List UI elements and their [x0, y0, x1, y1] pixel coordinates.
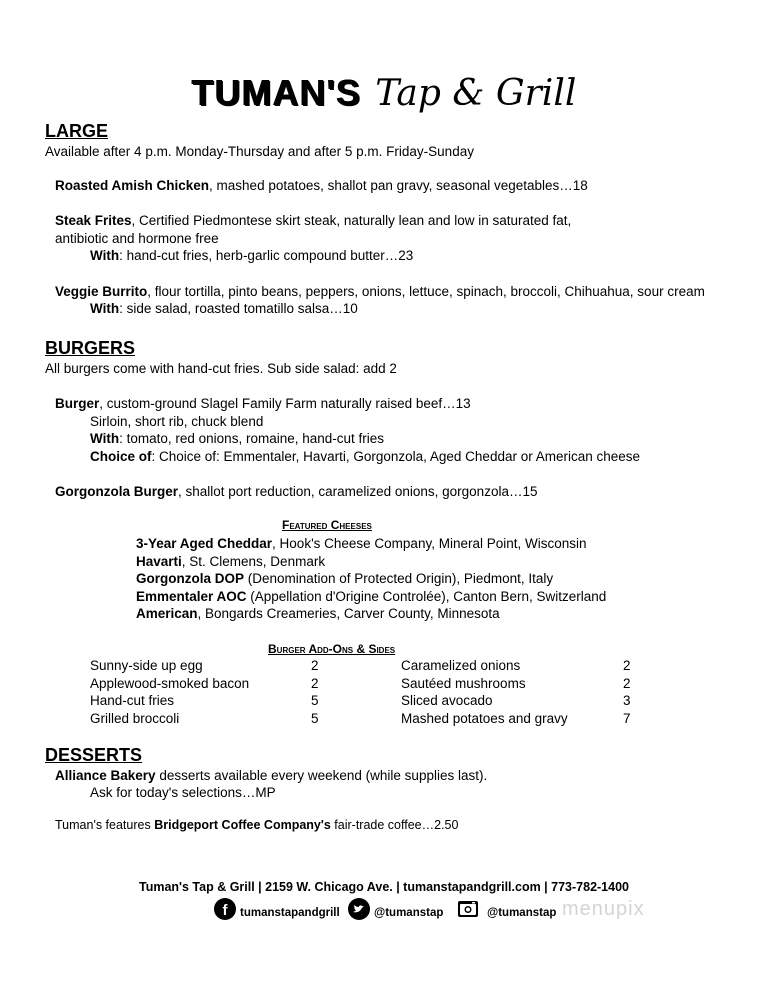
item-desc: , custom-ground Slagel Family Farm naturally raised beef…13 [99, 396, 471, 411]
twitter-icon[interactable] [348, 898, 370, 920]
cheese-desc: , St. Clemens, Denmark [181, 554, 326, 569]
steak-desc-line2: antibiotic and hormone free [55, 231, 219, 246]
coffee-brand: Bridgeport Coffee Company's [154, 818, 331, 832]
burger-blend: Sirloin, short rib, chuck blend [90, 414, 264, 429]
with-label: With [90, 248, 120, 263]
item-name: Gorgonzola Burger [55, 484, 179, 499]
menu-item-roasted-chicken [55, 177, 588, 195]
choice-text: : Choice of: Emmentaler, Havarti, Gorgonzola, Aged Cheddar or American cheese [151, 449, 641, 464]
addon-name: Grilled broccoli [90, 711, 180, 726]
bakery-name: Alliance Bakery [55, 768, 156, 783]
coffee-post: fair-trade coffee…2.50 [330, 818, 459, 832]
addon-price: 2 [311, 658, 319, 673]
steak-with [90, 247, 413, 265]
item-name: Roasted Amish Chicken [55, 178, 210, 193]
cheese-item [136, 605, 500, 623]
dessert-ask: Ask for today's selections…MP [90, 785, 276, 800]
cheese-name: Gorgonzola DOP [136, 571, 244, 586]
with-label: With [90, 431, 120, 446]
burrito-with [90, 300, 358, 318]
item-name: Burger [55, 396, 100, 411]
addon-price: 5 [311, 711, 319, 726]
with-text: : side salad, roasted tomatillo salsa…10 [119, 301, 358, 316]
watermark: menupix [562, 898, 645, 920]
cheese-name: Emmentaler AOC [136, 589, 247, 604]
burger-choice [90, 448, 640, 466]
addon-name: Hand-cut fries [90, 693, 175, 708]
dessert-bakery [55, 767, 487, 785]
with-text: : hand-cut fries, herb-garlic compound butter…23 [119, 248, 414, 263]
addons-heading: Burger Add-Ons & Sides [268, 642, 396, 656]
cheese-desc: (Denomination of Protected Origin), Piedmont, Italy [244, 571, 554, 586]
svg-text:f: f [222, 902, 228, 919]
facebook-icon[interactable] [214, 898, 236, 920]
bakery-desc: desserts available every weekend (while supplies last). [155, 768, 488, 783]
addon-name: Caramelized onions [401, 658, 521, 673]
item-desc: , mashed potatoes, shallot pan gravy, seasonal vegetables…18 [209, 178, 588, 193]
cheese-desc: (Appellation d'Origine Controlée), Canton Bern, Switzerland [246, 589, 607, 604]
choice-label: Choice of [90, 449, 152, 464]
item-name: Steak Frites [55, 213, 132, 228]
item-desc: , shallot port reduction, caramelized onions, gorgonzola…15 [178, 484, 538, 499]
menu-item-steak-frites [55, 212, 571, 230]
facebook-handle[interactable]: tumanstapandgrill [240, 907, 340, 919]
cheese-name: American [136, 606, 198, 621]
featured-cheeses-heading: Featured Cheeses [282, 518, 372, 532]
cheese-item [136, 588, 606, 606]
addon-name: Sautéed mushrooms [401, 676, 526, 691]
burgers-note: All burgers come with hand-cut fries. Sub side salad: add 2 [45, 361, 397, 376]
addon-name: Sliced avocado [401, 693, 493, 708]
instagram-icon[interactable] [457, 898, 479, 920]
addon-name: Applewood-smoked bacon [90, 676, 250, 691]
addon-price: 7 [623, 711, 631, 726]
coffee-note [55, 818, 458, 832]
footer-contact-line: Tuman's Tap & Grill | 2159 W. Chicago Ave. | tumanstapandgrill.com | 773-782-1400 [138, 880, 629, 894]
with-label: With [90, 301, 120, 316]
item-desc: , flour tortilla, pinto beans, peppers, onions, lettuce, spinach, broccoli, Chihuahua, sour cream [147, 284, 705, 299]
cheese-item [136, 553, 325, 571]
addon-price: 3 [623, 693, 631, 708]
cheese-name: 3-Year Aged Cheddar [136, 536, 273, 551]
section-title-desserts: DESSERTS [45, 745, 143, 765]
item-desc: , Certified Piedmontese skirt steak, naturally lean and low in saturated fat, [131, 213, 572, 228]
addon-price: 5 [311, 693, 319, 708]
menu-item-burger [55, 395, 471, 413]
menu-item-gorgonzola-burger [55, 483, 537, 501]
addon-price: 2 [623, 676, 631, 691]
twitter-handle[interactable]: @tumanstap [374, 907, 444, 919]
cheese-item [136, 570, 553, 588]
brand-name: TUMAN'S [191, 72, 362, 113]
addon-price: 2 [311, 676, 319, 691]
addon-price: 2 [623, 658, 631, 673]
section-title-burgers: BURGERS [45, 338, 136, 358]
with-text: : tomato, red onions, romaine, hand-cut fries [119, 431, 385, 446]
menu-item-veggie-burrito [55, 283, 705, 301]
cheese-item [136, 535, 587, 553]
cheese-desc: , Bongards Creameries, Carver County, Minnesota [197, 606, 500, 621]
brand-tagline: Tap & Grill [375, 73, 577, 114]
item-name: Veggie Burrito [55, 284, 148, 299]
section-title-large: LARGE [45, 121, 108, 141]
cheese-name: Havarti [136, 554, 182, 569]
restaurant-title [0, 72, 768, 114]
coffee-pre: Tuman's features [55, 818, 155, 832]
addon-name: Mashed potatoes and gravy [401, 711, 568, 726]
cheese-desc: , Hook's Cheese Company, Mineral Point, Wisconsin [272, 536, 587, 551]
burger-with [90, 430, 384, 448]
instagram-handle[interactable]: @tumanstap [487, 907, 557, 919]
addon-name: Sunny-side up egg [90, 658, 203, 673]
large-availability-note: Available after 4 p.m. Monday-Thursday and after 5 p.m. Friday-Sunday [45, 144, 474, 159]
